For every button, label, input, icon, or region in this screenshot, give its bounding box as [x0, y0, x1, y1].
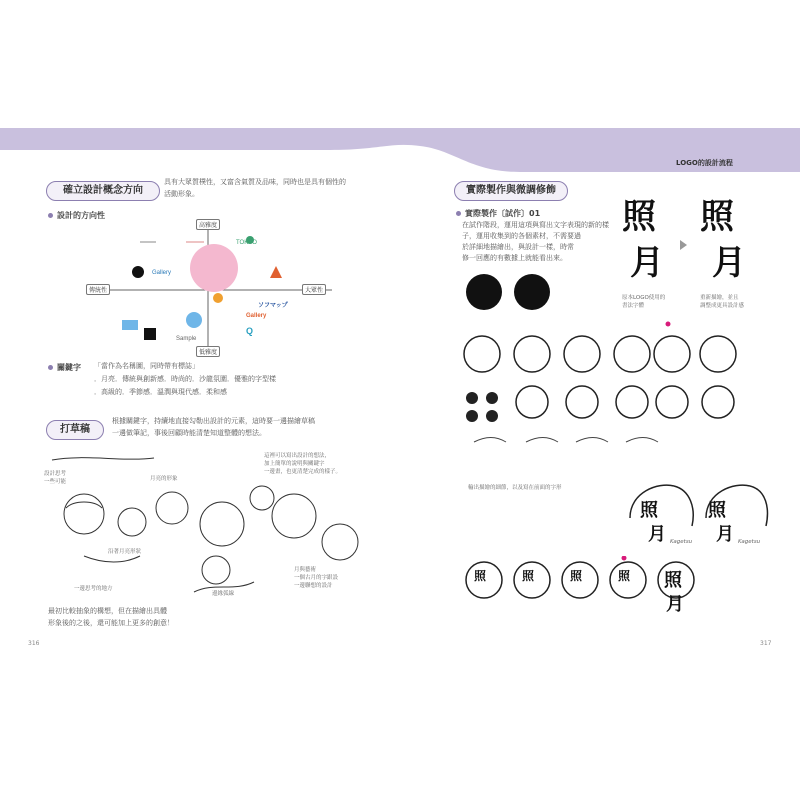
axis-top-label: 高雅度 — [196, 219, 220, 230]
brand-gallery: Gallery — [152, 270, 172, 276]
sketch-curve — [84, 556, 140, 562]
highlight-dot-1 — [666, 322, 671, 327]
band-title: LOGO的設計流程 — [676, 159, 733, 167]
section-sketch-desc: 根據關鍵字，持續地直接勾勒出設計的元素，這時要一邊描繪草稿 一邊做筆記，事後回顧時能清楚知道整體的想法。 — [112, 417, 315, 437]
refined-char-1: 照 — [474, 569, 487, 583]
sketch-moon-1 — [64, 494, 104, 534]
right-page-number: 317 — [760, 640, 772, 647]
refined-char-4: 照 — [618, 569, 631, 583]
callout-note: 這裡可以寫出設計的想法， 加上簡單的說明與關鍵字 一邊畫，也更清楚完成的樣子。 — [264, 453, 342, 475]
left-page-number: 316 — [28, 640, 40, 647]
trial-flower-4 — [486, 410, 498, 422]
sketch-moon-4 — [200, 502, 244, 546]
production-desc: 在試作階段，運用這項與寫出文字表現的新的樣 子，運用收集到的各個素材，不需要過 於詳細地描繪出，與設計一樣，時常 修一回應的有數據上就能看出來。 — [462, 221, 609, 262]
callout-note-3: 設計思考 一些可能 — [44, 471, 67, 485]
sketch-moon-3 — [156, 492, 188, 524]
black-logo-mark — [132, 266, 144, 278]
triangle-logo — [270, 266, 282, 278]
target-zone-circle — [190, 244, 238, 292]
trial-black-circle-2 — [514, 274, 550, 310]
production-subtitle: 實際製作〔試作〕01 — [465, 209, 541, 218]
calligraphy-refined-char-2: 月 — [712, 243, 746, 283]
sketch-note-4: 邊緣弧線 — [212, 591, 235, 597]
keywords-title: 關鍵字 — [57, 363, 81, 372]
axis-right-label: 大眾性 — [302, 284, 326, 295]
enlarged-logo-arc-2 — [674, 486, 693, 526]
trial-outline-8 — [566, 386, 598, 418]
sketch-moon-6 — [272, 494, 316, 538]
axis-bottom-label: 低雅度 — [196, 346, 220, 357]
trial-outline-9 — [616, 386, 648, 418]
enlarged-logo-arc-4 — [750, 486, 767, 526]
orange-logo-mark — [213, 293, 223, 303]
brand-tokyo: TOKYO — [236, 240, 257, 246]
keyword-line-1: 「當作為名稱圖，同時帶有標誌」 — [94, 362, 199, 370]
calligraphy-original-char-2: 月 — [630, 243, 664, 283]
highlight-dot-2 — [622, 556, 627, 561]
section-concept-label: 確立設計概念方向 — [46, 181, 160, 201]
trial-outline-3 — [564, 336, 600, 372]
trial-sketch-2 — [526, 438, 558, 443]
trial-outline-11 — [702, 386, 734, 418]
trial-sketch-4 — [626, 438, 658, 443]
trial-outline-1 — [464, 336, 500, 372]
brand-q: Q — [246, 326, 254, 336]
left-bottom-note: 最初比較抽象的構想，但在描繪出具體 形象後的之後，還可能加上更多的創意！ — [48, 607, 174, 627]
design-direction-text: 設計的方向性 — [57, 211, 105, 220]
middle-note: 輸出描繪的細節，以及寫在前面的字形 — [468, 485, 562, 491]
sketch-moon-line — [66, 502, 102, 508]
blue-text-logo — [122, 320, 138, 330]
caption-refined: 重新描繪，並且 調整成更具設計感 — [700, 295, 745, 309]
sketch-moon-5 — [250, 486, 274, 510]
sketch-note-3: 沿著月亮形狀 — [108, 549, 142, 555]
refined-char-3: 照 — [570, 569, 583, 583]
arrow-icon — [680, 240, 687, 250]
caption-original: 原本LOGO使用的 書法字體 — [622, 295, 666, 309]
trial-outline-6 — [700, 336, 736, 372]
trial-black-circle-1 — [466, 274, 502, 310]
bullet-icon — [456, 211, 461, 216]
calligraphy-original-char-1: 照 — [622, 197, 656, 237]
refined-char-2: 照 — [522, 569, 535, 583]
trial-outline-4 — [614, 336, 650, 372]
sketch-note-2: 一邊思考的地方 — [74, 586, 113, 592]
section-sketch-label: 打草稿 — [46, 420, 104, 440]
trial-outline-5 — [654, 336, 690, 372]
callout-note-2: 月與藝術 一個古月的字跟設 一邊聯想的設計 — [294, 567, 339, 589]
trial-flower-1 — [466, 392, 478, 404]
bullet-icon — [48, 365, 53, 370]
sketch-scribble — [52, 458, 154, 460]
trial-flower-2 — [486, 392, 498, 404]
design-direction-heading — [48, 210, 105, 221]
trial-outline-10 — [656, 386, 688, 418]
bullet-icon — [48, 213, 53, 218]
tagline-2: Kagetsu — [738, 539, 761, 545]
section-concept-desc: 具有大眾質樸性，又富含氣質及品味，同時也是具有個性的 活動形象。 — [164, 178, 346, 198]
sketch-moon-8 — [202, 556, 230, 584]
enlarged-char-2b: 月 — [716, 524, 734, 545]
section-production-label: 實際製作與微調修飾 — [454, 181, 568, 201]
trial-flower-3 — [466, 410, 478, 422]
sketch-note-1: 月亮的形象 — [150, 476, 178, 482]
blue-logo-mark — [186, 312, 202, 328]
keywords-heading — [48, 362, 81, 373]
brand-gallery-2: Gallery — [246, 313, 267, 319]
production-heading — [456, 208, 540, 219]
brand-sofmap: ソフマップ — [258, 303, 288, 309]
black-square-logo — [144, 328, 156, 340]
trial-outline-2 — [514, 336, 550, 372]
sketch-moon-2 — [118, 508, 146, 536]
trial-sketch-3 — [576, 438, 608, 443]
trial-sketch-1 — [474, 438, 506, 443]
brand-sample: Sample — [176, 336, 197, 342]
keyword-line-3: ．高級的．季節感．溫潤與現代感．柔和感 — [94, 388, 227, 396]
header-band — [0, 0, 800, 180]
logo-trial-grid — [456, 266, 756, 466]
axis-left-label: 傳統性 — [86, 284, 110, 295]
trial-outline-7 — [516, 386, 548, 418]
keyword-line-2: ．月亮．傳統與創新感．時尚的．沙龍氛圍．優雅的字型樣 — [94, 375, 276, 383]
tagline-1: Kagetsu — [670, 539, 693, 545]
enlarged-char-2a: 照 — [708, 500, 726, 521]
enlarged-char-1a: 照 — [640, 500, 658, 521]
final-char-2: 月 — [666, 594, 684, 615]
calligraphy-refined-char-1: 照 — [700, 197, 734, 237]
enlarged-char-1b: 月 — [648, 524, 666, 545]
sketch-moon-7 — [322, 524, 358, 560]
final-char-1: 照 — [664, 570, 682, 591]
